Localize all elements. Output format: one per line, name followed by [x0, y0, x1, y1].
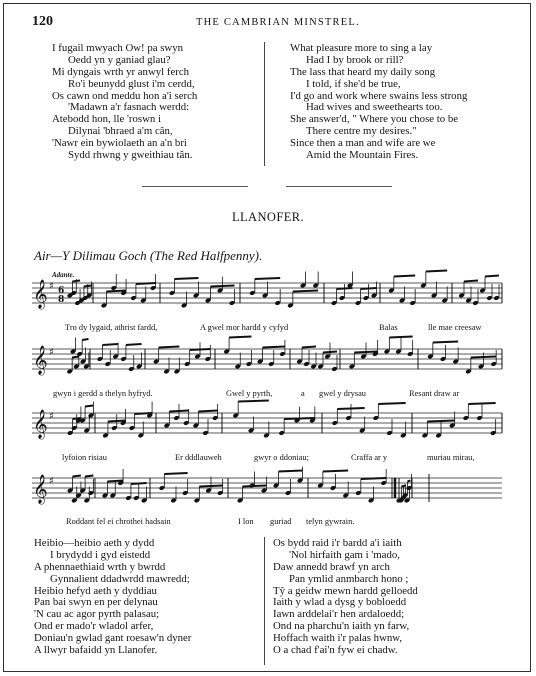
- verse-line: Iawn arddelai'r hen ardaloedd;: [273, 608, 405, 621]
- verse-line: Iaith y wlad a dysg y bobloedd: [273, 596, 407, 609]
- note-beam: [394, 276, 415, 277]
- lyric-text: A gwel mor hardd y cyfyd: [200, 323, 289, 332]
- verse-line: Hoffach waith i'r palas hwnw,: [273, 632, 403, 645]
- verse-line: Since then a man and wife are we: [290, 137, 436, 150]
- lyric-text: lyfoion risiau: [62, 453, 107, 462]
- verse-line: 'Nawr ein bywiolaeth an a'n bri: [52, 137, 187, 150]
- note-beam: [389, 337, 412, 338]
- verse-line: Ond er mado'r wladol arfer,: [34, 620, 154, 633]
- verse-line: A llwyr bafaidd yn Llanofer.: [34, 644, 158, 657]
- note-beam: [302, 347, 316, 348]
- note-beam: [198, 411, 217, 412]
- note-beam: [238, 401, 269, 402]
- note-beam: [85, 406, 93, 407]
- verse-line: Amid the Mountain Fires.: [306, 149, 419, 162]
- lyric-text: gwyn i gerdd a thelyn hyfryd.: [53, 389, 153, 398]
- verse-line: Atebodd hon, lle 'roswn i: [52, 113, 162, 126]
- lyric-text: Craffa ar y: [351, 453, 388, 462]
- note-beam: [293, 291, 318, 292]
- verse-line: Dilynai 'bhraed a'm cân,: [68, 125, 173, 138]
- key-signature-sharp-icon: ♯: [49, 281, 54, 292]
- verse-line: I told, if she'd be true,: [306, 77, 401, 90]
- verse-line: I'd go and work where swains less strong: [290, 89, 468, 102]
- verse-line: Daw annedd brawf yn arch: [273, 560, 390, 573]
- note-beam: [175, 278, 199, 279]
- note-beam: [73, 476, 81, 477]
- verse-welsh-bottom-right: [273, 538, 418, 657]
- note-beam: [102, 344, 118, 345]
- note-beam: [136, 283, 156, 284]
- note-beam: [433, 342, 458, 343]
- verse-welsh-bottom: [34, 538, 191, 657]
- verse-line: O a chad f'ai'n fyw ei chadw.: [273, 644, 398, 657]
- verse-line: I fugail mwyach Ow! pa swyn: [52, 42, 184, 54]
- key-signature-sharp-icon: ♯: [49, 411, 54, 422]
- verse-line: Ro'i beunydd glust i'm cerdd,: [68, 77, 195, 90]
- note-beam: [85, 476, 93, 477]
- verse-line: Doniau'n gwlad gant roesaw'n dyner: [34, 632, 192, 645]
- lyric-text: a: [301, 389, 305, 398]
- note-beam: [402, 486, 406, 487]
- song-title: LLANOFER.: [231, 210, 304, 224]
- note-beam: [263, 347, 285, 348]
- tempo-marking: Adante.: [52, 271, 75, 279]
- running-head: THE CAMBRIAN MINSTREL.: [196, 17, 360, 28]
- air-line: Air—Y Dilimau Goch (The Red Halfpenny).: [34, 248, 263, 263]
- note-beam: [159, 347, 180, 348]
- lyric-text: telyn gywrain.: [306, 517, 355, 526]
- key-signature-sharp-icon: ♯: [49, 476, 54, 487]
- verse-line: Mi dyngais wrth yr anwyl ferch: [52, 65, 190, 78]
- lyric-text: I lon: [238, 517, 254, 526]
- note-beam: [164, 473, 187, 474]
- note-beam: [361, 478, 386, 479]
- note-beam: [426, 271, 447, 272]
- verse-line: Had I by brook or rill?: [306, 53, 404, 66]
- lyric-text: gwel y drysau: [319, 389, 366, 398]
- verse-line: The lass that heard my daily song: [290, 65, 436, 78]
- note-beam: [378, 403, 405, 404]
- lyric-text: Tro dy lygaid, athrist fardd,: [65, 323, 158, 332]
- note-beam: [485, 276, 499, 277]
- lyric-text: Resant draw ar: [409, 389, 460, 398]
- page-number: 120: [32, 14, 53, 29]
- verse-line: Gynnalient ddadwrdd mawredd;: [50, 572, 190, 585]
- verse-line: She answer'd, " Where you chose to be: [290, 113, 459, 126]
- lyric-text: lle mae creesaw: [428, 323, 482, 332]
- lyric-text: Er dddlauweh: [175, 453, 222, 462]
- verse-line: A phennaethiaid wrth y bwrdd: [34, 560, 166, 573]
- lyric-text: Gwel y pyrth,: [226, 389, 273, 398]
- verse-line: There centre my desires.": [306, 125, 417, 138]
- verse-line: 'Madawn a'r fasnach werdd:: [68, 101, 190, 114]
- verse-line: I brydydd i gyd eistedd: [50, 548, 151, 561]
- note-beam: [468, 403, 495, 404]
- verse-line: 'N cau ac agor pyrth palasau;: [34, 608, 160, 621]
- verse-line: Heibio—heibio aeth y dydd: [34, 537, 155, 549]
- treble-clef-icon: 𝄞: [33, 474, 48, 503]
- verse-line: Had wives and sweethearts too.: [306, 101, 443, 114]
- lyric-text: Balas: [379, 323, 398, 332]
- verse-line: Sydd rhwng y gweithiau tân.: [68, 149, 193, 162]
- verse-line: Tŷ a geidw mewn hardd gelloedd: [273, 584, 418, 597]
- verse-line: Os cawn ond meddu hon a'i serch: [52, 89, 198, 102]
- note-beam: [408, 481, 411, 482]
- note-beam: [82, 339, 88, 340]
- lyric-text: Roddant fel ei chrothei hadsain: [66, 517, 171, 526]
- verse-line: What pleasure more to sing a lay: [290, 42, 433, 54]
- treble-clef-icon: 𝄞: [33, 279, 48, 308]
- note-beam: [464, 281, 478, 282]
- note-beam: [427, 421, 454, 422]
- lyric-text: muriau mirau,: [427, 453, 475, 462]
- time-signature-bottom: 8: [58, 295, 65, 305]
- verse-line: Ond na pharchu'n iaith yn farw,: [273, 620, 410, 633]
- note-beam: [279, 471, 303, 472]
- note-beam: [323, 471, 348, 472]
- note-beam: [255, 278, 280, 279]
- note-beam: [126, 344, 142, 345]
- note-beam: [72, 357, 79, 358]
- column-divider-bottom: [264, 537, 265, 665]
- verse-line: Heibio hefyd aeth y dyddiau: [34, 584, 157, 597]
- verse-line: 'Nol hirfaith gam i 'mado,: [289, 548, 400, 561]
- key-signature-sharp-icon: ♯: [49, 347, 54, 358]
- note-beam: [229, 337, 251, 338]
- lyric-text: gwyr o ddoniau;: [254, 453, 309, 462]
- lyric-text: guriad: [270, 517, 292, 526]
- treble-clef-icon: 𝄞: [33, 409, 48, 438]
- verse-line: Pan ymlid anmbarch hono ;: [289, 572, 409, 585]
- treble-clef-icon: 𝄞: [33, 345, 48, 374]
- verse-line: Oedd yn y ganiad glau?: [68, 53, 171, 66]
- verse-line: Os bydd raid i'r bardd a'i iaith: [273, 537, 402, 549]
- time-signature-top: 6: [58, 286, 65, 296]
- verse-line: Pan bai swyn en per delynau: [34, 596, 158, 609]
- note-beam: [131, 483, 147, 484]
